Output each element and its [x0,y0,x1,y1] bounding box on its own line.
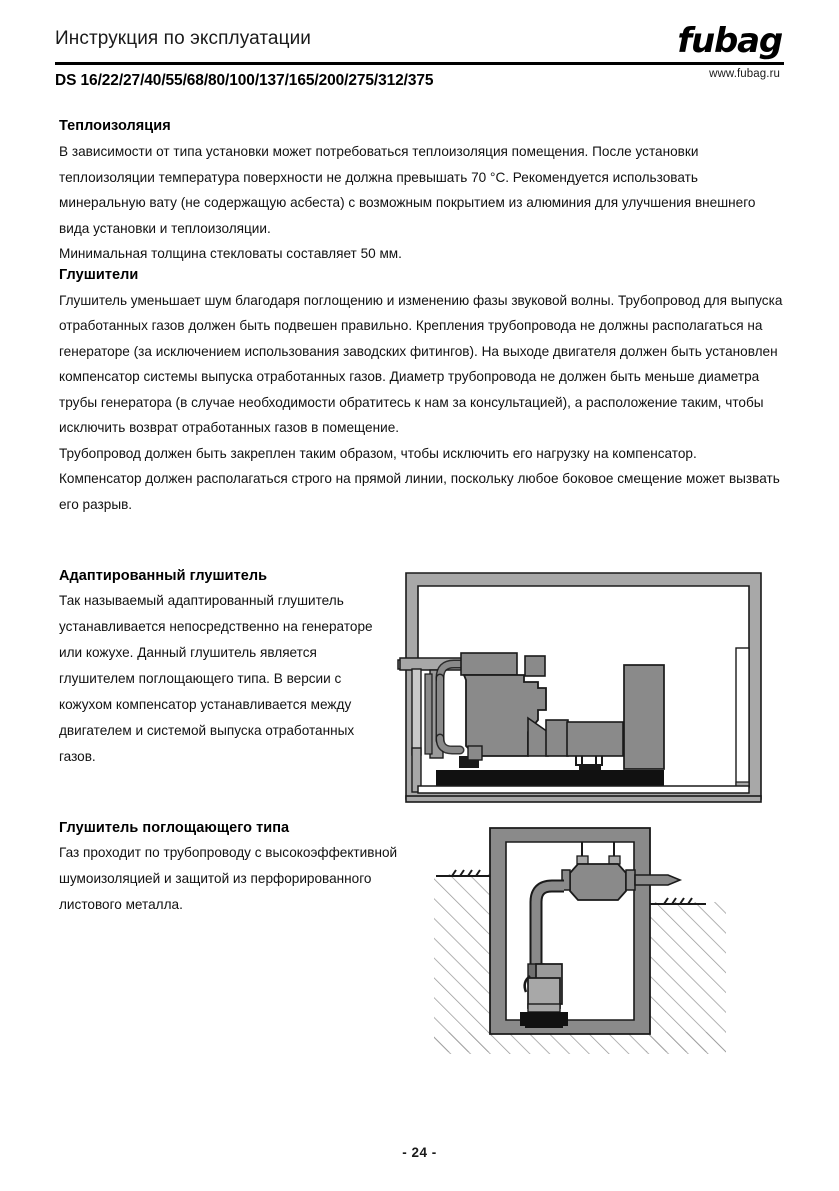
adapted-muffler-paragraph-1: Так называемый адаптированный глушитель устанавливается непосредственно на генераторе или кожухе. Данный глушитель является глушителем поглощающего типа. В версии с кожухом компенсатор устанавливается между двигателем и системой выпуска отработанных газов. [59,593,373,764]
generator-enclosure-drawing [396,570,768,810]
absorption-muffler-paragraph-1: Газ проходит по трубопроводу с высокоэффективной шумоизоляцией и защитой из перфорированного листового металла. [59,845,398,912]
brand-logo [624,21,784,90]
adapted-muffler-text-column [59,568,389,770]
section-heading-thermal-insulation: Теплоизоляция [59,118,171,134]
main-content [59,118,783,517]
thermal-insulation-paragraph-1: В зависимости от типа установки может потребоваться теплоизоляция помещения. После установки теплоизоляции температура поверхности не должна превышать 70 °C. Рекомендуется использовать минеральную вату (не содержащую асбеста) с возможным покрытием из алюминия для улучшения внешнего вида установки и теплоизоляции. [59,144,756,236]
thermal-insulation-paragraph-2: Минимальная толщина стекловаты составляет 50 мм. [59,246,402,261]
mufflers-paragraph-1: Глушитель уменьшает шум благодаря поглощению и изменению фазы звуковой волны. Трубопровод для выпуска отработанных газов должен быть подвешен правильно. Крепления трубопровода не должны располагаться на генераторе (за исключением использования заводских фитингов). На выходе двигателя должен быть установлен компенсатор системы выпуска отработанных газов. Диаметр трубопровода не должен быть меньше диаметра трубы генератора (в случае необходимости обратитесь к нам за консультацией), а расположение таким, чтобы исключить возврат отработанных газов в помещение. [59,292,783,435]
section-heading-mufflers: Глушители [59,266,139,283]
section-heading-absorption-muffler: Глушитель поглощающего типа [59,820,290,836]
figure-generator-in-enclosure [396,570,768,810]
page-number: - 24 - [402,1145,437,1160]
fubag-wordmark: fubag [677,21,782,61]
page-footer [0,1144,839,1162]
figure-absorption-muffler [432,818,728,1078]
ground-level-symbol-left [436,870,494,876]
model-series-line: DS 16/22/27/40/55/68/80/100/137/165/200/275/312/375 [55,72,434,89]
manual-title: Инструкция по эксплуатации [55,28,312,49]
ground-level-symbol-right [648,898,706,904]
absorption-muffler-text-column [59,820,399,918]
section-heading-adapted-muffler: Адаптированный глушитель [59,568,268,584]
page-header [55,21,784,98]
brand-website-url: www.fubag.ru [709,68,780,80]
mufflers-paragraph-2: Трубопровод должен быть закреплен таким образом, чтобы исключить его нагрузку на компенсатор. Компенсатор должен располагаться строго на прямой линии, поскольку любое боковое смещение может вызвать его разрыв. [59,445,780,512]
absorption-muffler-drawing [432,818,728,1078]
